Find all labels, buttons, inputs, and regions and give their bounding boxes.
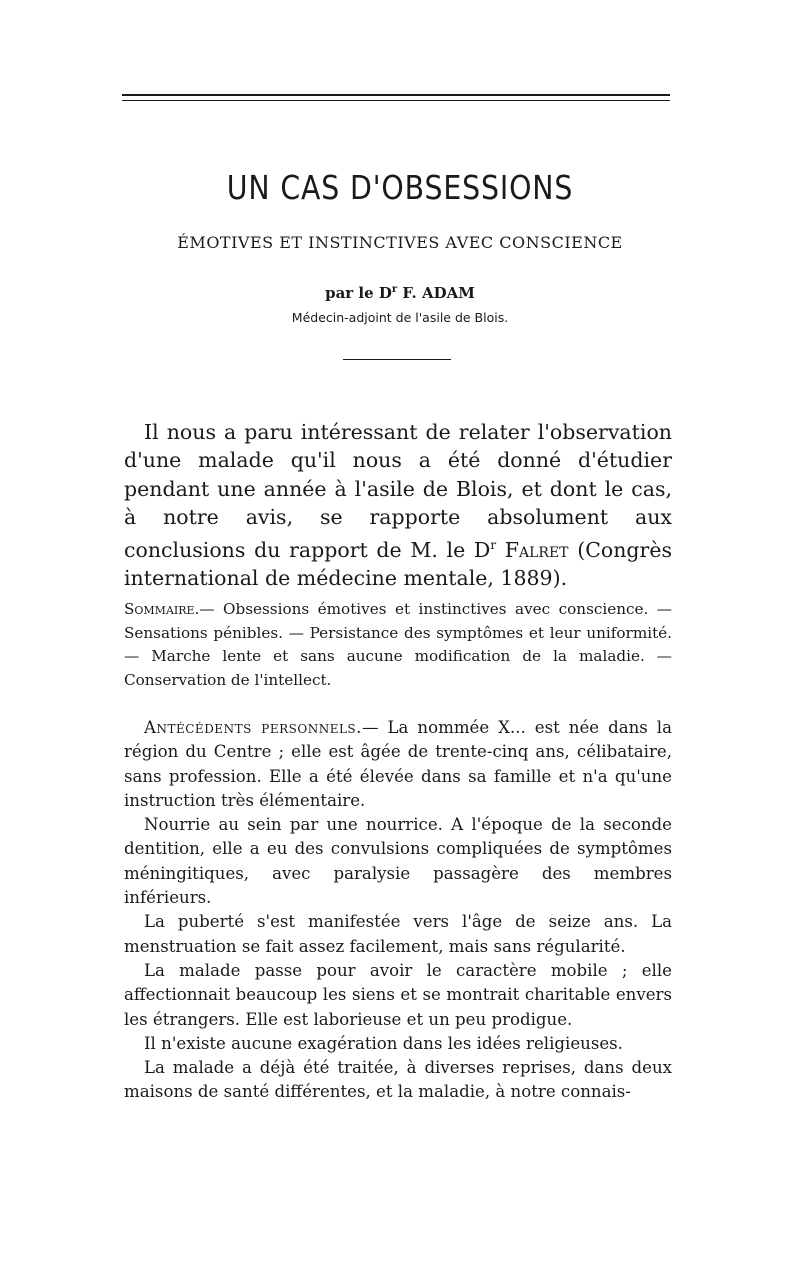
author-name: F. ADAM (397, 284, 475, 302)
summary-text: — Obsessions émotives et instinctives avec conscience. — Sensations pénibles. — Persistance des symptômes et leur uniformité. — Marche lente et sans aucune modification de la maladie. — Conservation de l'intellect. (124, 600, 672, 689)
body-paragraph-4: La malade passe pour avoir le caractère mobile ; elle affectionnait beaucoup les siens et se montrait charitable envers les étrangers. Elle est laborieuse et un peu prodigue. (124, 960, 672, 1029)
summary-heading: Sommaire. (124, 600, 200, 618)
body-paragraph-5: Il n'existe aucune exagération dans les idées religieuses. (144, 1033, 623, 1053)
body-paragraph-2: Nourrie au sein par une nourrice. A l'époque de la seconde dentition, elle a eu des convulsions compliquées de symptômes méningitiques, avec paralysie passagère des membres inférieurs. (124, 815, 672, 908)
body-paragraph-6: La malade a déjà été traitée, à diverses reprises, dans deux maisons de santé différentes, et la maladie, à notre connais- (124, 1058, 672, 1102)
article-subtitle: ÉMOTIVES ET INSTINCTIVES AVEC CONSCIENCE (177, 233, 623, 252)
top-rule (122, 94, 670, 101)
byline-sup: r (391, 284, 398, 295)
section-lead: Antécédents personnels. (144, 718, 362, 737)
author-affiliation: Médecin-adjoint de l'asile de Blois. (291, 310, 509, 325)
intro-paragraph (124, 418, 672, 593)
title-separator (343, 359, 451, 360)
byline-prefix: par le D (325, 284, 392, 302)
body-paragraph-3: La puberté s'est manifestée vers l'âge de seize ans. La menstruation se fait assez facilement, mais sans régularité. (124, 912, 672, 956)
body-section (124, 716, 672, 1105)
intro-name: Falret (496, 538, 569, 563)
intro-text-2: (Congrès international de médecine mentale, 1889). (124, 538, 672, 591)
body-paragraph-1 (124, 716, 672, 813)
intro-text-1: Il nous a paru intéressant de relater l'observation d'une malade qu'il nous a été donné d'étudier pendant une année à l'asile de Blois, et dont le cas, à notre avis, se rapporte absolument aux conclusions du rapport de M. le D (124, 420, 672, 563)
author-byline (0, 284, 800, 302)
summary-paragraph (124, 598, 672, 692)
intro-sup: r (490, 538, 497, 553)
article-title: UN CAS D'OBSESSIONS (226, 168, 574, 207)
body-text-1: — La nommée X... est née dans la région du Centre ; elle est âgée de trente-cinq ans, célibataire, sans profession. Elle a été élevée dans sa famille et n'a qu'une instruction très élémentaire. (124, 718, 672, 810)
